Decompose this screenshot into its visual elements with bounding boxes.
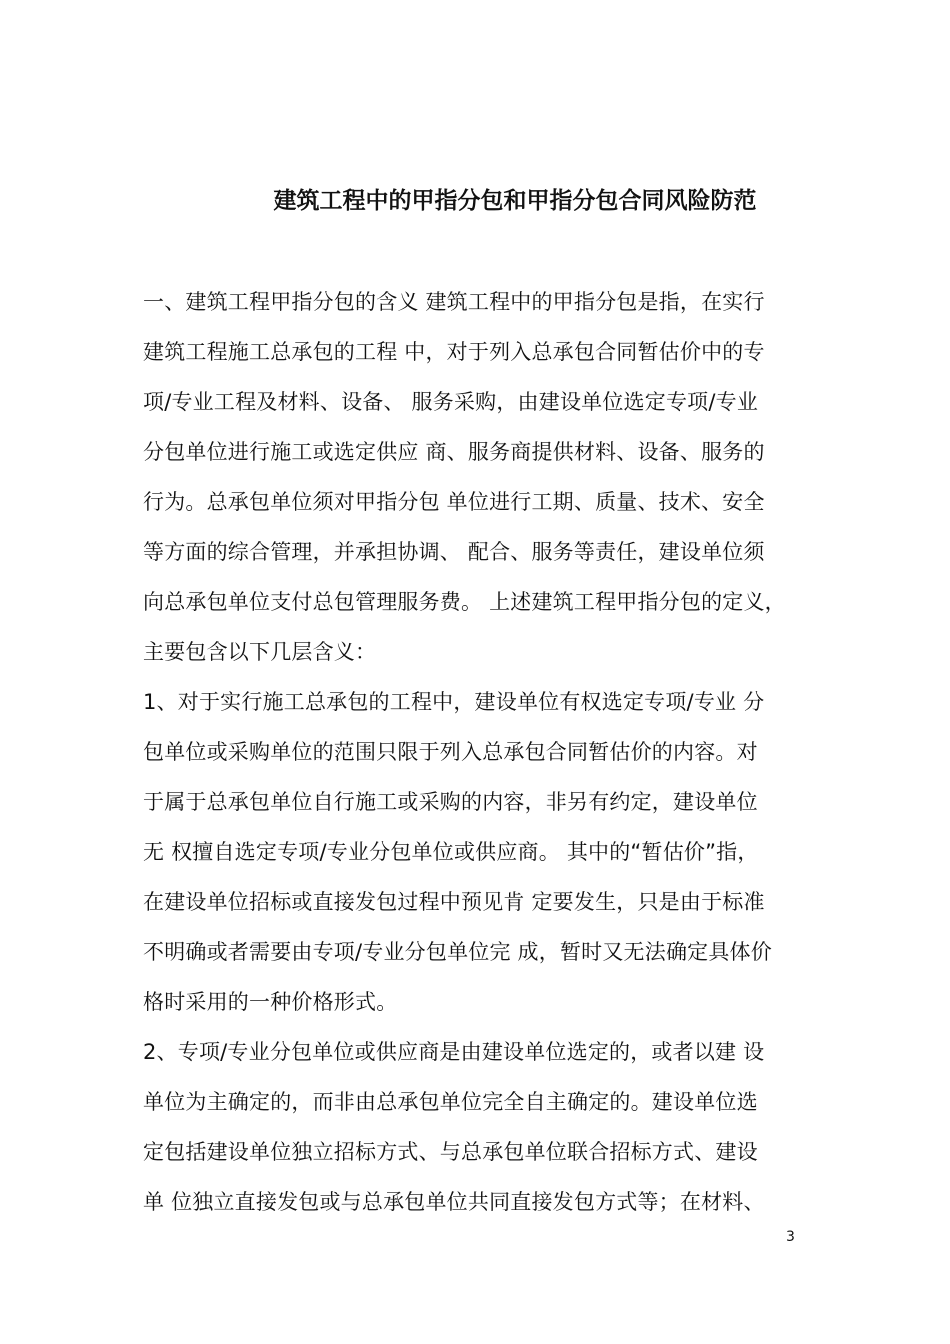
- text-line: 向总承包单位支付总包管理服务费。 上述建筑工程甲指分包的定义，: [143, 590, 786, 614]
- text-line: 不明确或者需要由专项/专业分包单位完 成，暂时又无法确定具体价: [143, 940, 772, 964]
- text-line: 于属于总承包单位自行施工或采购的内容，非另有约定，建设单位: [143, 790, 758, 814]
- page-number: 3: [786, 1229, 795, 1245]
- text-line: 单位为主确定的，而非由总承包单位完全自主确定的。建设单位选: [143, 1090, 758, 1114]
- text-line: 包单位或采购单位的范围只限于列入总承包合同暂估价的内容。对: [143, 740, 758, 764]
- text-line: 格时采用的一种价格形式。: [143, 990, 398, 1014]
- text-line: 在建设单位招标或直接发包过程中预见肯 定要发生，只是由于标准: [143, 890, 765, 914]
- text-line: 无 权擅自选定专项/专业分包单位或供应商。 其中的“暂估价”指，: [143, 840, 759, 864]
- text-line: 主要包含以下几层含义：: [143, 640, 377, 664]
- text-line: 建筑工程施工总承包的工程 中，对于列入总承包合同暂估价中的专: [143, 340, 765, 364]
- text-line: 一、建筑工程甲指分包的含义 建筑工程中的甲指分包是指，在实行: [143, 290, 765, 314]
- text-line: 行为。总承包单位须对甲指分包 单位进行工期、质量、技术、安全: [143, 490, 765, 514]
- text-line: 分包单位进行施工或选定供应 商、服务商提供材料、设备、服务的: [143, 440, 765, 464]
- text-line: 定包括建设单位独立招标方式、与总承包单位联合招标方式、建设: [143, 1140, 758, 1164]
- body-text: [143, 283, 833, 1233]
- text-line: 2、专项/专业分包单位或供应商是由建设单位选定的，或者以建 设: [143, 1040, 765, 1064]
- document-title: 建筑工程中的甲指分包和甲指分包合同风险防范: [273, 188, 757, 214]
- text-line: 等方面的综合管理，并承担协调、 配合、服务等责任，建设单位须: [143, 540, 765, 564]
- text-line: 项/专业工程及材料、设备、 服务采购，由建设单位选定专项/专业: [143, 390, 759, 414]
- text-line: 1、对于实行施工总承包的工程中，建设单位有权选定专项/专业 分: [143, 690, 765, 714]
- text-line: 单 位独立直接发包或与总承包单位共同直接发包方式等；在材料、: [143, 1190, 765, 1214]
